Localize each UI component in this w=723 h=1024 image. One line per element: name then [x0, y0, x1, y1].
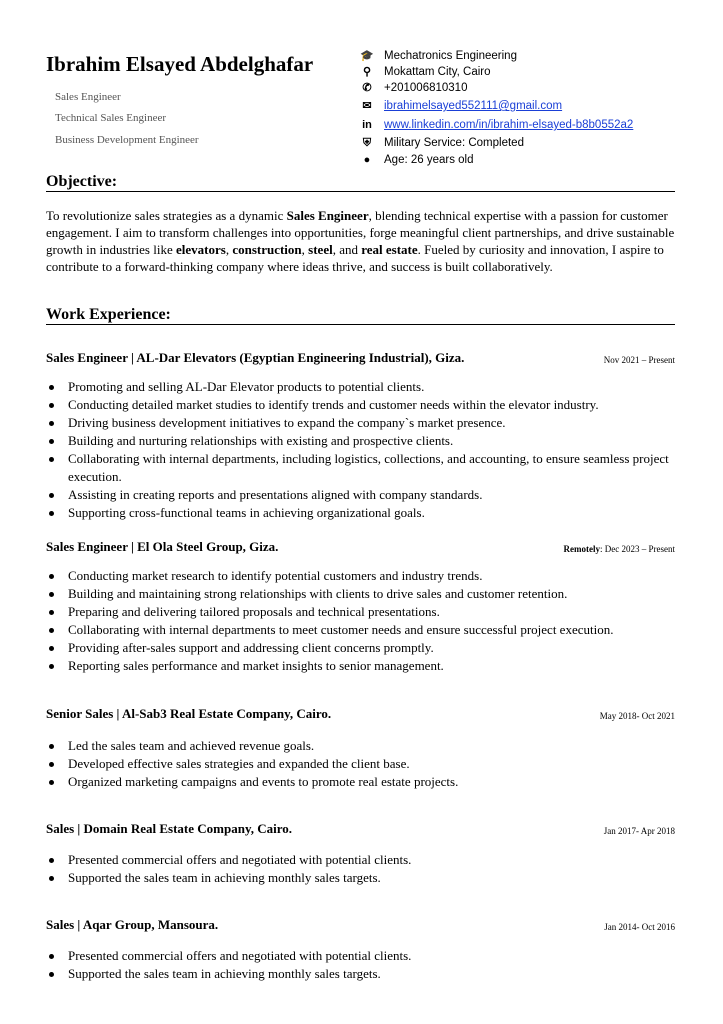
objective-segment: ,: [301, 242, 309, 257]
bullet-item: Developed effective sales strategies and expanded the client base.: [46, 755, 678, 773]
bullet-item: Supported the sales team in achieving monthly sales targets.: [46, 965, 678, 983]
contact-item: [360, 135, 524, 151]
bullet-item: Supporting cross-functional teams in achieving organizational goals.: [46, 504, 678, 522]
bullet-item: Preparing and delivering tailored proposals and technical presentations.: [46, 603, 678, 621]
job-date: [564, 541, 675, 557]
bullet-item: Conducting market research to identify potential customers and industry trends.: [46, 567, 678, 585]
phone-icon: ✆: [362, 82, 372, 94]
contact-item: [360, 117, 633, 133]
job-date: [604, 919, 675, 935]
objective-keyword: steel: [308, 242, 333, 257]
job-date: [600, 708, 675, 724]
job-date-range: Jan 2017- Apr 2018: [603, 826, 675, 836]
title-3: Business Development Engineer: [55, 134, 199, 146]
title-1: Sales Engineer: [55, 91, 121, 103]
military-badge-icon: ⛨: [362, 137, 372, 149]
location-pin-icon: ⚲: [362, 66, 372, 78]
contact-text: Age: 26 years old: [384, 154, 474, 166]
linkedin-icon: in: [362, 119, 372, 131]
bullet-item: Reporting sales performance and market insights to senior management.: [46, 657, 678, 675]
job-bullets: [46, 567, 678, 675]
job-title: Senior Sales | Al-Sab3 Real Estate Company, Cairo.: [46, 706, 332, 721]
job-header: [46, 821, 675, 837]
bullet-item: Building and nurturing relationships with existing and prospective clients.: [46, 432, 678, 450]
objective-segment: . Fueled by curiosity and innovation, I aspire to contribute to a forward-thinking company where ideas thrive, and success is built collaboratively.: [46, 242, 664, 274]
job-date: [604, 823, 675, 839]
objective-heading: Objective:: [46, 173, 675, 192]
bullet-item: Driving business development initiatives to expand the company`s market presence.: [46, 414, 678, 432]
job-bullets: [46, 737, 678, 791]
contact-item: [360, 152, 474, 168]
email-icon: ✉: [362, 100, 372, 112]
job-date: [604, 352, 675, 368]
bullet-item: Presented commercial offers and negotiated with potential clients.: [46, 851, 678, 869]
bullet-item: Organized marketing campaigns and events to promote real estate projects.: [46, 773, 678, 791]
bullet-item: Led the sales team and achieved revenue goals.: [46, 737, 678, 755]
objective-keyword: construction: [232, 242, 302, 257]
job-bullets: [46, 851, 678, 887]
graduation-cap-icon: 🎓: [360, 50, 374, 62]
contact-link[interactable]: ibrahimelsayed552111@gmail.com: [384, 100, 563, 112]
circle-icon: ●: [363, 154, 371, 166]
contact-text: +201006810310: [384, 82, 468, 94]
objective-segment: To revolutionize sales strategies as a dynamic: [46, 208, 287, 223]
title-2: Technical Sales Engineer: [55, 112, 167, 124]
objective-segment: , blending technical expertise with a passion for customer engagement. I aim to transform challenges into opportunities, forge meaningful client partnerships, and drive sustainable growth in industries like: [46, 208, 675, 257]
contact-item: [360, 64, 491, 80]
job-header: [46, 539, 675, 555]
candidate-name: Ibrahim Elsayed Abdelghafar: [46, 52, 314, 76]
job-title: Sales Engineer | AL-Dar Elevators (Egyptian Engineering Industrial), Giza.: [46, 350, 465, 365]
job-date-range: Nov 2021 – Present: [603, 355, 675, 365]
contact-item: [360, 98, 562, 114]
job-date-range: Jan 2014- Oct 2016: [604, 922, 675, 932]
job-date-range: May 2018- Oct 2021: [599, 711, 675, 721]
bullet-item: Promoting and selling AL-Dar Elevator products to potential clients.: [46, 378, 678, 396]
job-title: Sales | Domain Real Estate Company, Cairo.: [46, 821, 293, 836]
job-work-mode: Remotely: [563, 544, 601, 554]
job-date-range: : Dec 2023 – Present: [600, 544, 675, 554]
bullet-item: Building and maintaining strong relationships with clients to drive sales and customer retention.: [46, 585, 678, 603]
work-experience-heading: Work Experience:: [46, 306, 675, 325]
job-title: Sales Engineer | El Ola Steel Group, Giza.: [46, 539, 279, 554]
bullet-item: Assisting in creating reports and presentations aligned with company standards.: [46, 486, 678, 504]
objective-segment: , and: [332, 242, 362, 257]
bullet-item: Collaborating with internal departments, including logistics, collections, and accounting, to ensure seamless project execution.: [46, 450, 678, 486]
objective-segment: ,: [225, 242, 233, 257]
bullet-item: Conducting detailed market studies to identify trends and customer needs within the elevator industry.: [46, 396, 678, 414]
bullet-item: Supported the sales team in achieving monthly sales targets.: [46, 869, 678, 887]
job-bullets: [46, 947, 678, 983]
contact-item: [360, 80, 467, 96]
objective-keyword: elevators: [176, 242, 226, 257]
contact-link[interactable]: www.linkedin.com/in/ibrahim-elsayed-b8b0552a2: [384, 119, 634, 131]
job-bullets: [46, 378, 678, 522]
contact-text: Military Service: Completed: [384, 137, 524, 149]
objective-keyword: Sales Engineer: [286, 208, 369, 223]
bullet-item: Providing after-sales support and addressing client concerns promptly.: [46, 639, 678, 657]
job-title: Sales | Aqar Group, Mansoura.: [46, 917, 219, 932]
bullet-item: Collaborating with internal departments to meet customer needs and ensure successful project execution.: [46, 621, 678, 639]
contact-text: Mechatronics Engineering: [384, 50, 517, 62]
job-header: [46, 706, 675, 722]
contact-item: [360, 48, 517, 64]
objective-text: [46, 207, 678, 275]
job-header: [46, 917, 675, 933]
contact-text: Mokattam City, Cairo: [384, 66, 491, 78]
objective-keyword: real estate: [361, 242, 418, 257]
bullet-item: Presented commercial offers and negotiated with potential clients.: [46, 947, 678, 965]
job-header: [46, 350, 675, 366]
